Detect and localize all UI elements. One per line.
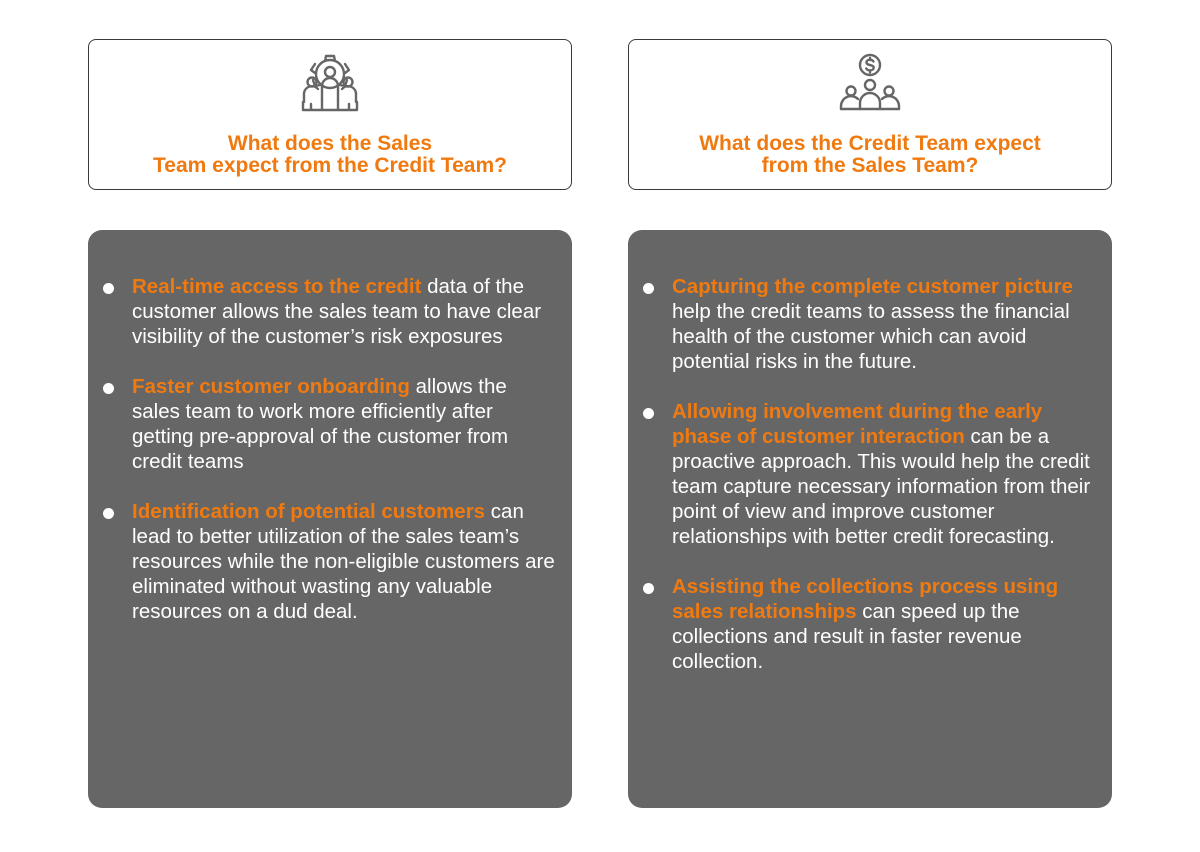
sales-team-expectations-panel bbox=[88, 230, 572, 808]
item-body: can lead to better utilization of the sales team’s resources while the non-eligible customers are eliminated without wasting any valuable resources on a dud deal. bbox=[132, 500, 555, 623]
item-body: allows the sales team to work more efficiently after getting pre-approval of the customer from credit teams bbox=[132, 375, 509, 473]
item-highlight: Real-time access to the credit bbox=[132, 275, 422, 298]
bullet-dot bbox=[103, 508, 114, 519]
list-item bbox=[88, 499, 572, 624]
bullet-dot bbox=[103, 383, 114, 394]
list-item bbox=[88, 274, 572, 349]
item-highlight: Capturing the complete customer picture bbox=[672, 275, 1073, 298]
credit-team-title: What does the Credit Team expect from the Sales Team? bbox=[699, 132, 1041, 177]
item-highlight: Allowing involvement during the early phase of customer interaction bbox=[672, 400, 1043, 448]
bullet-dot bbox=[643, 583, 654, 594]
bullet-dot bbox=[643, 283, 654, 294]
item-body: can be a proactive approach. This would help the credit team capture necessary information from their point of view and improve customer relationships with better credit forecasting. bbox=[672, 425, 1091, 548]
list-item bbox=[628, 399, 1112, 549]
item-body: can speed up the collections and result in faster revenue collection. bbox=[672, 600, 1022, 673]
item-body: help the credit teams to assess the financial health of the customer which can avoid potential risks in the future. bbox=[672, 300, 1070, 373]
bullet-dot bbox=[643, 408, 654, 419]
credit-team-expectations-panel bbox=[628, 230, 1112, 808]
item-highlight: Assisting the collections process using sales relationships bbox=[672, 575, 1059, 623]
sales-team-header-card bbox=[88, 39, 572, 190]
item-highlight: Faster customer onboarding bbox=[132, 375, 410, 398]
credit-team-header-card bbox=[628, 39, 1112, 190]
sales-team-title: What does the Sales Team expect from the Credit Team? bbox=[153, 132, 507, 177]
list-item bbox=[88, 374, 572, 474]
item-body: data of the customer allows the sales team to have clear visibility of the customer’s risk exposures bbox=[132, 275, 542, 348]
sales-team-expectation-list bbox=[88, 274, 572, 649]
group-dollar-icon bbox=[835, 52, 905, 116]
list-item bbox=[628, 274, 1112, 374]
team-gear-icon bbox=[295, 52, 365, 116]
bullet-dot bbox=[103, 283, 114, 294]
credit-team-expectation-list bbox=[628, 274, 1112, 699]
item-highlight: Identification of potential customers bbox=[132, 500, 486, 523]
list-item bbox=[628, 574, 1112, 674]
